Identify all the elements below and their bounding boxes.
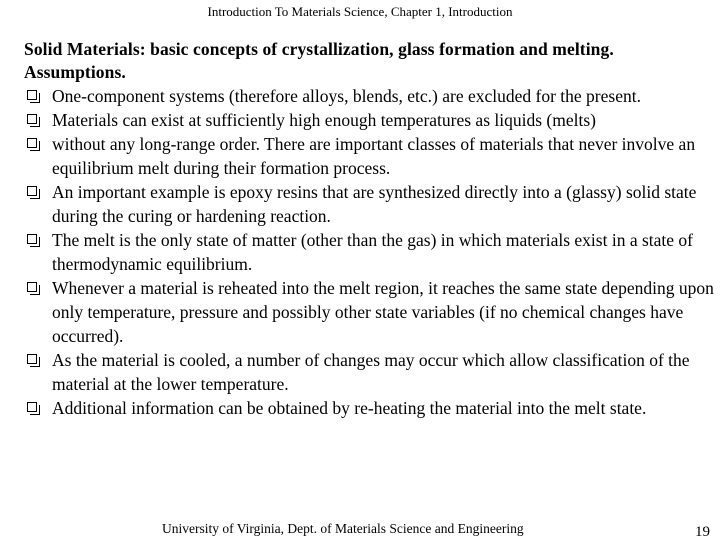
checkbox-bullet-icon (27, 234, 37, 244)
list-item (24, 180, 714, 228)
checkbox-bullet-icon (27, 402, 37, 412)
list-item-text: As the material is cooled, a number of changes may occur which allow classification of the material at the lower temperature. (52, 350, 690, 394)
heading-line-1: Solid Materials: basic concepts of crystallization, glass formation and melting. (24, 39, 614, 59)
list-item (24, 348, 714, 396)
page-number: 19 (695, 524, 710, 540)
checkbox-bullet-icon (27, 138, 37, 148)
list-item-text: Materials can exist at sufficiently high enough temperatures as liquids (melts) (52, 110, 596, 130)
list-item-text: Additional information can be obtained by re-heating the material into the melt state. (52, 398, 647, 418)
checkbox-bullet-icon (27, 282, 37, 292)
checkbox-bullet-icon (27, 90, 37, 100)
bullet-list (24, 84, 714, 420)
checkbox-bullet-icon (27, 354, 37, 364)
list-item-text: without any long-range order. There are important classes of materials that never involve an equilibrium melt during their formation process. (52, 134, 696, 178)
list-item (24, 276, 714, 348)
footer-institution: University of Virginia, Dept. of Materials Science and Engineering (162, 521, 524, 536)
list-item-text: An important example is epoxy resins that are synthesized directly into a (glassy) solid state during the curing or hardening reaction. (52, 182, 697, 226)
checkbox-bullet-icon (27, 186, 37, 196)
slide-content (24, 38, 714, 420)
list-item (24, 108, 714, 132)
checkbox-bullet-icon (27, 114, 37, 124)
list-item-text: One-component systems (therefore alloys, blends, etc.) are excluded for the present. (52, 86, 641, 106)
list-item (24, 84, 714, 108)
list-item (24, 132, 714, 180)
list-item-text: Whenever a material is reheated into the melt region, it reaches the same state depending upon only temperature, pressure and possibly other state variables (if no chemical changes have occurred). (52, 278, 714, 346)
heading-line-2: Assumptions. (24, 62, 126, 82)
list-item (24, 396, 714, 420)
list-item (24, 228, 714, 276)
slide-heading (24, 38, 714, 84)
list-item-text: The melt is the only state of matter (other than the gas) in which materials exist in a state of thermodynamic equilibrium. (52, 230, 693, 274)
page-header: Introduction To Materials Science, Chapter 1, Introduction (207, 4, 513, 19)
